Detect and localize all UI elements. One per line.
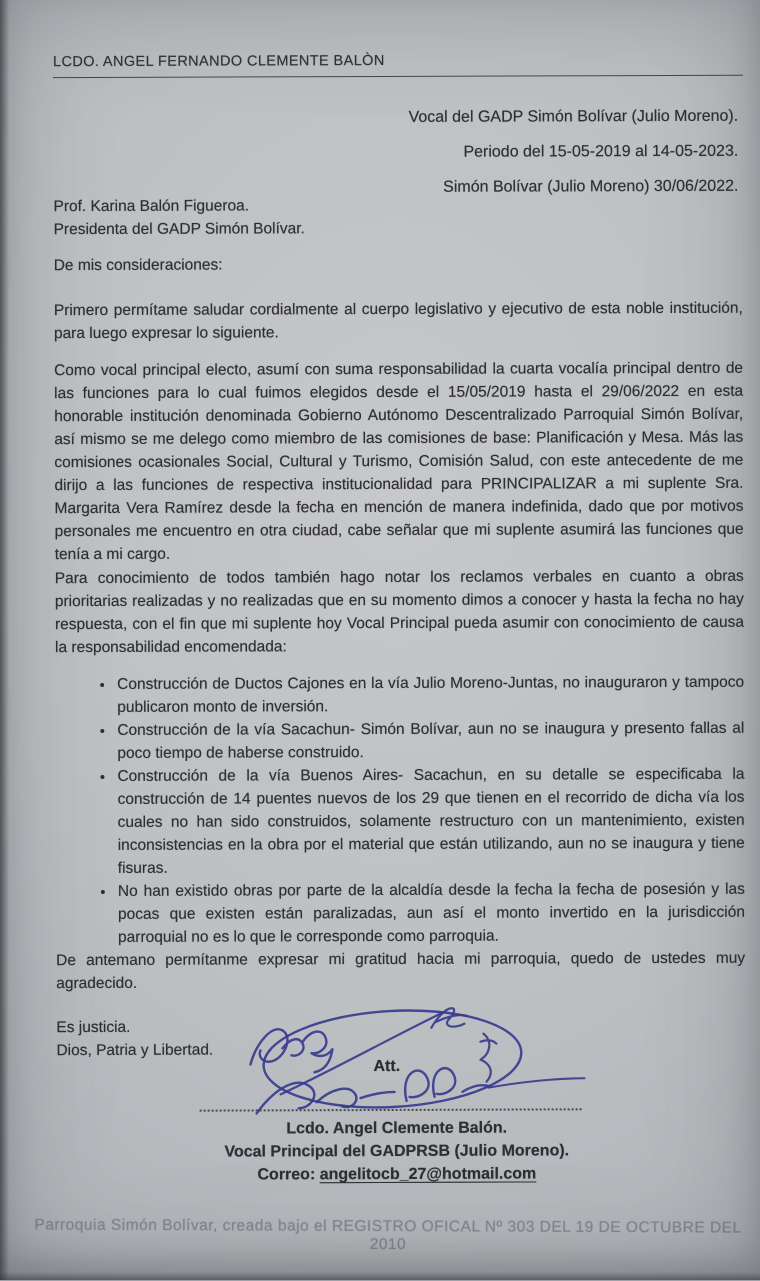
- salutation: De mis consideraciones:: [53, 256, 223, 275]
- email-line: [132, 1162, 662, 1187]
- bullet-item-via-sacachun: • Construcción de la vía Sacachun- Simón Bolívar, aun no se inaugura y presento fallas al poco tiempo de haberse construido.: [115, 717, 744, 765]
- letter-place-date-line: Simón Bolívar (Julio Moreno) 30/06/2022.: [443, 177, 739, 196]
- letterhead-period-line: Periodo del 15-05-2019 al 14-05-2023.: [463, 142, 739, 161]
- signatory-title: Vocal Principal del GADPRSB (Julio Moreno).: [224, 1142, 570, 1161]
- email-label: Correo:: [257, 1166, 320, 1184]
- paragraph-reclamos: Para conocimiento de todos también hago notar los reclamos verbales en cuanto a obras prioritarias realizadas y no realizadas que en su momento dimos a conocer y hasta la fecha no hay respuesta, con el fin que mi suplente hoy Vocal Principal pueda asumir con conocimiento de causa la responsabilidad encomendada:: [54, 567, 744, 657]
- closing-line-justice: Es justicia.: [56, 1018, 131, 1037]
- letterhead-role-line: Vocal del GADP Simón Bolívar (Julio Moreno).: [408, 107, 739, 126]
- footer-note: Parroquia Simón Bolívar, creada bajo el REGISTRO OFICAL Nº 303 DEL 19 DE OCTUBRE DEL 2010: [34, 1216, 742, 1254]
- recipient-name: Prof. Karina Balón Figueroa.: [53, 197, 250, 216]
- closing-lines: [56, 1016, 213, 1063]
- signature-diagonal-stroke: [280, 1013, 442, 1095]
- recipient-title: Presidenta del GADP Simón Bolívar.: [53, 220, 305, 239]
- scan-edge-left: [0, 0, 9, 1280]
- signatory-block: [132, 1116, 662, 1187]
- signatory-name: Lcdo. Angel Clemente Balón.: [286, 1119, 508, 1138]
- closing-paragraph: De antemano permítanme expresar mi gratitud hacia mi parroquia, quedo de ustedes muy agradecido.: [56, 949, 746, 993]
- closing-line-motto: Dios, Patria y Libertad.: [56, 1041, 214, 1060]
- dotted-signature-line: [200, 1097, 582, 1111]
- paragraph-greeting: Primero permítame saludar cordialmente al cuerpo legislativo y ejecutivo de esta noble institución, para luego expresar lo siguiente.: [53, 299, 743, 343]
- bullet-item-via-buenos-aires: • Construcción de la vía Buenos Aires- Sacachun, en su detalle se especificaba la construcción de 14 puentes nuevos de los 29 que tienen en el recorrido de dicha vía los cuales no han sido construidos, solamente restructuro con un mantenimiento, existen inconsistencias en la obra por el material que están utilizando, aun no se inaugura y tiene fisuras.: [115, 763, 744, 880]
- signature-right-flourish: [480, 1034, 496, 1082]
- email-address: angelitocb_27@hotmail.com: [319, 1165, 537, 1184]
- scan-edge-bottom: [0, 1272, 760, 1280]
- recipient-block: [53, 193, 742, 241]
- letterhead-name: LCDO. ANGEL FERNANDO CLEMENTE BALÒN: [53, 49, 743, 78]
- att-label: Att.: [373, 1057, 401, 1076]
- paragraph-principalizar: Como vocal principal electo, asumí con suma responsabilidad la cuarta vocalía principal dentro de las funciones para lo cual fuimos elegidos desde el 15/05/2019 hasta el 29/06/2022 en esta honorable institución denominada Gobierno Autónomo Descentralizado Parroquial Simón Bolívar, así mismo se me delego como miembro de las comisiones de base: Planificación y Mesa. Más las comisiones ocasionales Social, Cultural y Turismo, Comisión Salud, con este antecedente de me dirijo a las funciones de respectiva institucionalidad para PRINCIPALIZAR a mi suplente Sra. Margarita Vera Ramírez desde la fecha en mención de manera indefinida, dado que por motivos personales me encuentro en otra ciudad, cabe señalar que mi suplente asumirá las funciones que tenía a mi cargo.: [54, 359, 744, 564]
- letterhead-right-info: [258, 99, 738, 206]
- bullet-item-ductos-cajones: • Construcción de Ductos Cajones en la vía Julio Moreno-Juntas, no inauguraron y tampoco publicaron monto de inversión.: [115, 671, 744, 719]
- bullet-item-obras-alcaldia: • No han existido obras por parte de la alcaldía desde la fecha la fecha de posesión y las pocas que existen están paralizadas, aun así el monto invertido en la jurisdicción parroquial no es lo que le corresponde como parroquia.: [116, 878, 745, 949]
- bullet-list: [55, 671, 745, 949]
